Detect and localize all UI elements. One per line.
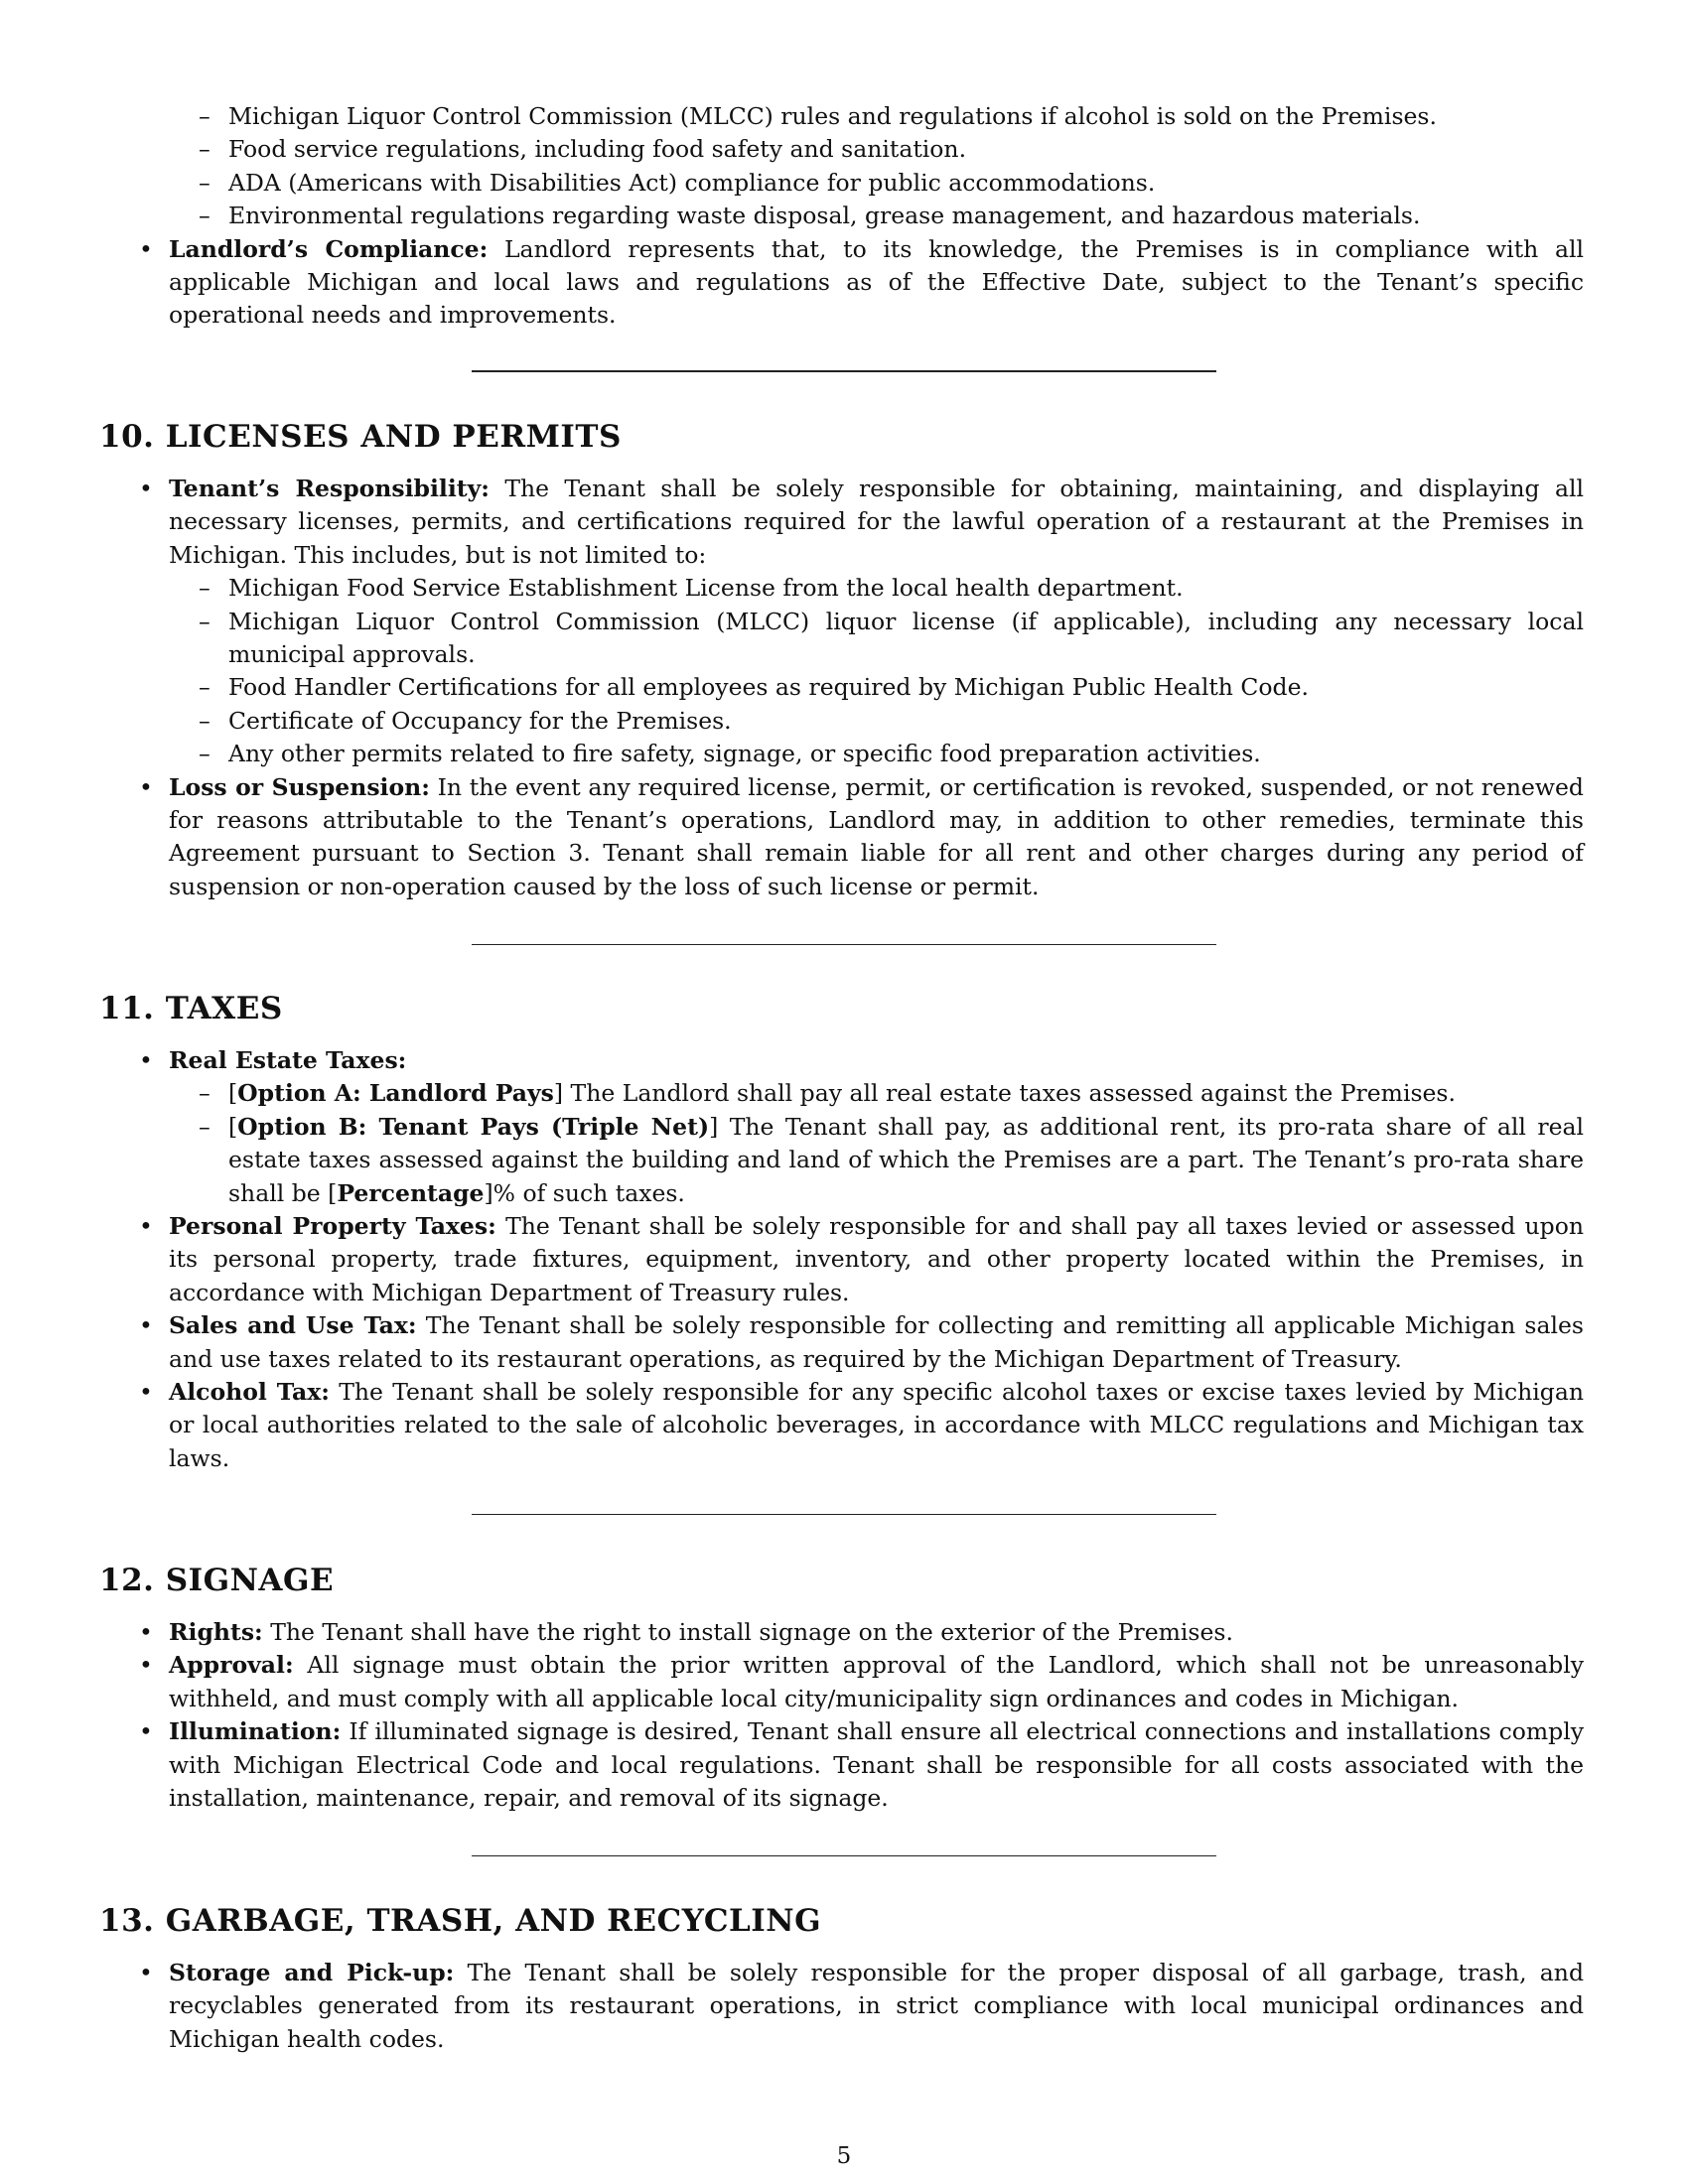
list-item: – Certificate of Occupancy for the Premises.: [228, 705, 1584, 738]
option-label: Option B: Tenant Pays (Triple Net): [237, 1112, 710, 1141]
list-item-real-estate-taxes: [169, 1044, 1584, 1210]
list-item-option-b: – [Option B: Tenant Pays (Triple Net)] The Tenant shall pay, as additional rent, its pro-rata share of all real estate taxes assessed against the building and land of which the Premises are a part. The Tenant’s pro-rata share shall be [Percentage]% of such taxes.: [228, 1111, 1584, 1210]
item-label: Sales and Use Tax:: [169, 1311, 417, 1340]
list-item: – Michigan Liquor Control Commission (MLCC) liquor license (if applicable), including any necessary local municipal approvals.: [228, 606, 1584, 672]
licenses-sublist: [169, 572, 1584, 770]
list-item-sales-use: [169, 1309, 1584, 1376]
section-divider: [472, 1514, 1216, 1515]
option-text: The Landlord shall pay all real estate taxes assessed against the Premises.: [570, 1079, 1456, 1108]
list-item-rights: [169, 1616, 1584, 1649]
item-label: Tenant’s Responsibility:: [169, 475, 490, 502]
section-heading-13: 13. GARBAGE, TRASH, AND RECYCLING: [99, 1903, 822, 1939]
tax-options-sublist: [169, 1077, 1584, 1210]
item-label: Rights:: [169, 1618, 263, 1646]
item-text: In the event any required license, permit, or certification is revoked, suspended, or not renewed for reasons attributable to the Tenant’s operations, Landlord may, in addition to other remedies, terminate this Agreement pursuant to Section 3. Tenant shall remain liable for all rent and other charges during any period of suspension or non-operation caused by the loss of such license or permit.: [169, 772, 1584, 900]
item-label: Alcohol Tax:: [169, 1378, 330, 1407]
item-text: The Tenant shall be solely responsible for any specific alcohol taxes or excise taxes levied by Michigan or local authorities related to the sale of alcoholic beverages, in accordance with MLCC regulations and Michigan tax laws.: [169, 1378, 1584, 1472]
intro-block: [169, 100, 1584, 333]
item-text: Landlord represents that, to its knowledge, the Premises is in compliance with all applicable Michigan and local laws and regulations as of the Effective Date, subject to the Tenant’s specific operational needs and improvements.: [169, 234, 1584, 330]
list-item-loss-suspension: [169, 771, 1584, 904]
intro-regs-container: [169, 100, 1584, 233]
item-text: The Tenant shall be solely responsible for the proper disposal of all garbage, trash, and recyclables generated from its restaurant operations, in strict compliance with local municipal ordinances and Michigan health codes.: [169, 1959, 1584, 2053]
item-text: The Tenant shall be solely responsible for obtaining, maintaining, and displaying all necessary licenses, permits, and certifications required for the lawful operation of a restaurant at the Premises in Michigan. This includes, but is not limited to:: [169, 475, 1584, 569]
section-divider: [472, 1855, 1216, 1856]
page-number: 5: [836, 2143, 852, 2169]
section-11-list: [169, 1044, 1584, 1475]
list-item-tenant-responsibility: [169, 473, 1584, 771]
list-item-approval: [169, 1649, 1584, 1715]
item-label: Personal Property Taxes:: [169, 1212, 496, 1241]
list-item: – Food service regulations, including food safety and sanitation.: [228, 133, 1584, 166]
item-label: Approval:: [169, 1651, 294, 1680]
list-item-alcohol-tax: [169, 1376, 1584, 1475]
section-heading-10: 10. LICENSES AND PERMITS: [99, 419, 622, 455]
list-item: – Food Handler Certifications for all employees as required by Michigan Public Health Code.: [228, 671, 1584, 704]
item-text: All signage must obtain the prior written approval of the Landlord, which shall not be unreasonably withheld, and must comply with all applicable local city/municipality sign ordinances and codes in Michigan.: [169, 1651, 1584, 1712]
list-item: – Any other permits related to fire safety, signage, or specific food preparation activities.: [228, 738, 1584, 770]
item-label: Storage and Pick-up:: [169, 1959, 455, 1986]
section-12-list: [169, 1616, 1584, 1815]
section-divider: [472, 370, 1216, 372]
option-label: Option A: Landlord Pays: [237, 1079, 554, 1108]
section-10-body: [169, 473, 1584, 903]
option-tail: of such taxes.: [522, 1178, 685, 1207]
item-text: The Tenant shall be solely responsible for and shall pay all taxes levied or assessed upon its personal property, trade fixtures, equipment, inventory, and other property located within the Premises, in accordance with Michigan Department of Treasury rules.: [169, 1212, 1584, 1306]
list-item-option-a: – [Option A: Landlord Pays] The Landlord shall pay all real estate taxes assessed against the Premises.: [228, 1077, 1584, 1110]
list-item: – ADA (Americans with Disabilities Act) compliance for public accommodations.: [228, 167, 1584, 200]
section-13-body: [169, 1957, 1584, 2056]
list-item-storage-pickup: [169, 1957, 1584, 2056]
item-label: Landlord’s Compliance:: [169, 234, 489, 263]
section-10-list: [169, 473, 1584, 903]
list-item: – Michigan Liquor Control Commission (MLCC) rules and regulations if alcohol is sold on the Premises.: [228, 100, 1584, 133]
item-text: The Tenant shall be solely responsible for collecting and remitting all applicable Michigan sales and use taxes related to its restaurant operations, as required by the Michigan Department of Treasury.: [169, 1311, 1584, 1373]
section-13-list: [169, 1957, 1584, 2056]
list-item: – Environmental regulations regarding waste disposal, grease management, and hazardous materials.: [228, 200, 1584, 232]
section-heading-11: 11. TAXES: [99, 991, 283, 1026]
option-text: The Tenant shall pay, as additional rent, its pro-rata share of all real estate taxes assessed against the building and land of which the Premises are a part. The Tenant’s pro-rata share shall be: [228, 1112, 1584, 1207]
item-text: The Tenant shall have the right to install signage on the exterior of the Premises.: [270, 1618, 1233, 1646]
regs-sublist: [169, 100, 1584, 233]
section-divider: [472, 944, 1216, 945]
item-label: Loss or Suspension:: [169, 772, 430, 801]
section-heading-12: 12. SIGNAGE: [99, 1563, 335, 1598]
section-12-body: [169, 1616, 1584, 1815]
list-item-landlord-compliance: [169, 233, 1584, 333]
section-11-body: [169, 1044, 1584, 1475]
item-label: Real Estate Taxes:: [169, 1046, 407, 1074]
item-label: Illumination:: [169, 1717, 342, 1746]
list-item: – Michigan Food Service Establishment License from the local health department.: [228, 572, 1584, 605]
percentage-placeholder: Percentage: [337, 1178, 485, 1207]
list-item-personal-property: [169, 1210, 1584, 1309]
intro-list: [169, 100, 1584, 333]
item-text: If illuminated signage is desired, Tenant shall ensure all electrical connections and installations comply with Michigan Electrical Code and local regulations. Tenant shall be responsible for all costs associated with the installation, maintenance, repair, and removal of its signage.: [169, 1717, 1585, 1813]
list-item-illumination: [169, 1715, 1584, 1815]
